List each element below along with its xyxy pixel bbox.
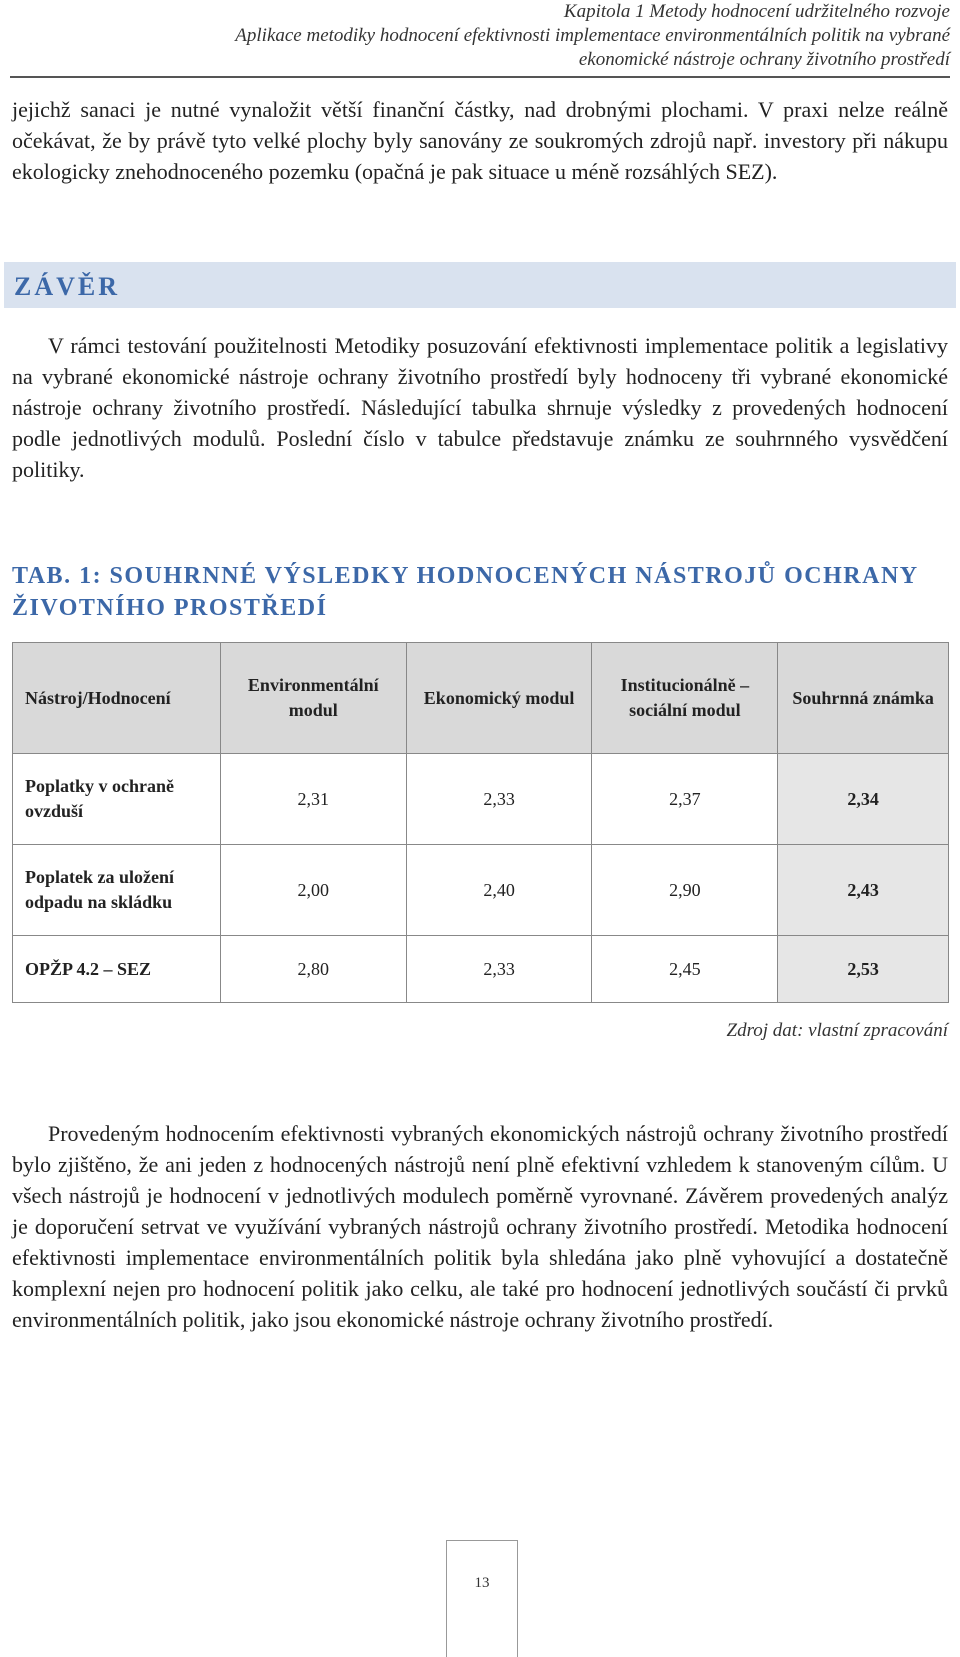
header-divider bbox=[10, 76, 950, 78]
header-cell: Nástroj/Hodnocení bbox=[13, 643, 221, 754]
eco-value: 2,40 bbox=[406, 845, 592, 936]
results-table bbox=[12, 642, 949, 1003]
eco-value: 2,33 bbox=[406, 936, 592, 1003]
table-row bbox=[13, 936, 949, 1003]
row-name: Poplatek za uložení odpadu na skládku bbox=[13, 845, 221, 936]
table-row bbox=[13, 754, 949, 845]
env-value: 2,80 bbox=[220, 936, 406, 1003]
row-name: OPŽP 4.2 – SEZ bbox=[13, 936, 221, 1003]
paragraph-2-text: Provedeným hodnocením efektivnosti vybraných ekonomických nástrojů ochrany životního prostředí bylo zjištěno, že ani jeden z hodnocených nástrojů není plně efektivní vzhledem k stanoveným cílům. U všech nástrojů je hodnocení v jednotlivých modulech poměrně vyrovnané. Závěrem provedených analýz je doporučení setrvat ve využívání vybraných nástrojů ochrany životního prostředí. Metodika hodnocení efektivnosti implementace environmentálních politik byla shledána jako plně vyhovující a dostatečně komplexní nejen pro hodnocení politik jako celku, ale také pro hodnocení jednotlivých součástí či prvků environmentálních politik, jako jsou ekonomické nástroje ochrany životního prostředí. bbox=[12, 1121, 948, 1332]
section-title: ZÁVĚR bbox=[14, 272, 121, 301]
running-header bbox=[10, 0, 950, 72]
paragraph-1-text: V rámci testování použitelnosti Metodiky posuzování efektivnosti implementace politik a legislativy na vybrané ekonomické nástroje ochrany životního prostředí byly hodnoceny tři vybrané ekonomické nástroje ochrany životního prostředí. Následující tabulka shrnuje výsledky z provedených hodnocení podle jednotlivých modulů. Poslední číslo v tabulce představuje známku ze souhrnného vysvědčení politiky. bbox=[12, 333, 948, 482]
row-name: Poplatky v ochraně ovzduší bbox=[13, 754, 221, 845]
total-value: 2,34 bbox=[778, 754, 949, 845]
inst-value: 2,90 bbox=[592, 845, 778, 936]
header-line-3: ekonomické nástroje ochrany životního prostředí bbox=[578, 49, 950, 70]
total-value: 2,43 bbox=[778, 845, 949, 936]
conclusion-paragraph-2 bbox=[12, 1118, 948, 1335]
inst-value: 2,45 bbox=[592, 936, 778, 1003]
table-header-row bbox=[13, 643, 949, 754]
header-cell: Environmentální modul bbox=[220, 643, 406, 754]
page-number: 13 bbox=[474, 1575, 490, 1591]
section-band bbox=[4, 262, 956, 308]
header-cell: Souhrnná známka bbox=[778, 643, 949, 754]
header-cell: Institucionálně – sociální modul bbox=[592, 643, 778, 754]
inst-value: 2,37 bbox=[592, 754, 778, 845]
env-value: 2,00 bbox=[220, 845, 406, 936]
header-cell: Ekonomický modul bbox=[406, 643, 592, 754]
conclusion-paragraph-1 bbox=[12, 330, 948, 485]
env-value: 2,31 bbox=[220, 754, 406, 845]
intro-paragraph: jejichž sanaci je nutné vynaložit větší finanční částky, nad drobnými plochami. V praxi nelze reálně očekávat, že by právě tyto velké plochy byly sanovány ze soukromých zdrojů např. investory při nákupu ekologicky znehodnoceného pozemku (opačná je pak situace u méně rozsáhlých SEZ). bbox=[12, 97, 948, 184]
table-row bbox=[13, 845, 949, 936]
total-value: 2,53 bbox=[778, 936, 949, 1003]
eco-value: 2,33 bbox=[406, 754, 592, 845]
header-line-1: Kapitola 1 Metody hodnocení udržitelného rozvoje bbox=[563, 1, 950, 22]
page-number-box bbox=[446, 1540, 518, 1657]
header-line-2: Aplikace metodiky hodnocení efektivnosti implementace environmentálních politik na vybrané bbox=[235, 25, 950, 46]
source-note: Zdroj dat: vlastní zpracování bbox=[726, 1020, 948, 1041]
table-caption: TAB. 1: SOUHRNNÉ VÝSLEDKY HODNOCENÝCH NÁSTROJŮ OCHRANY ŽIVOTNÍHO PROSTŘEDÍ bbox=[12, 563, 918, 621]
